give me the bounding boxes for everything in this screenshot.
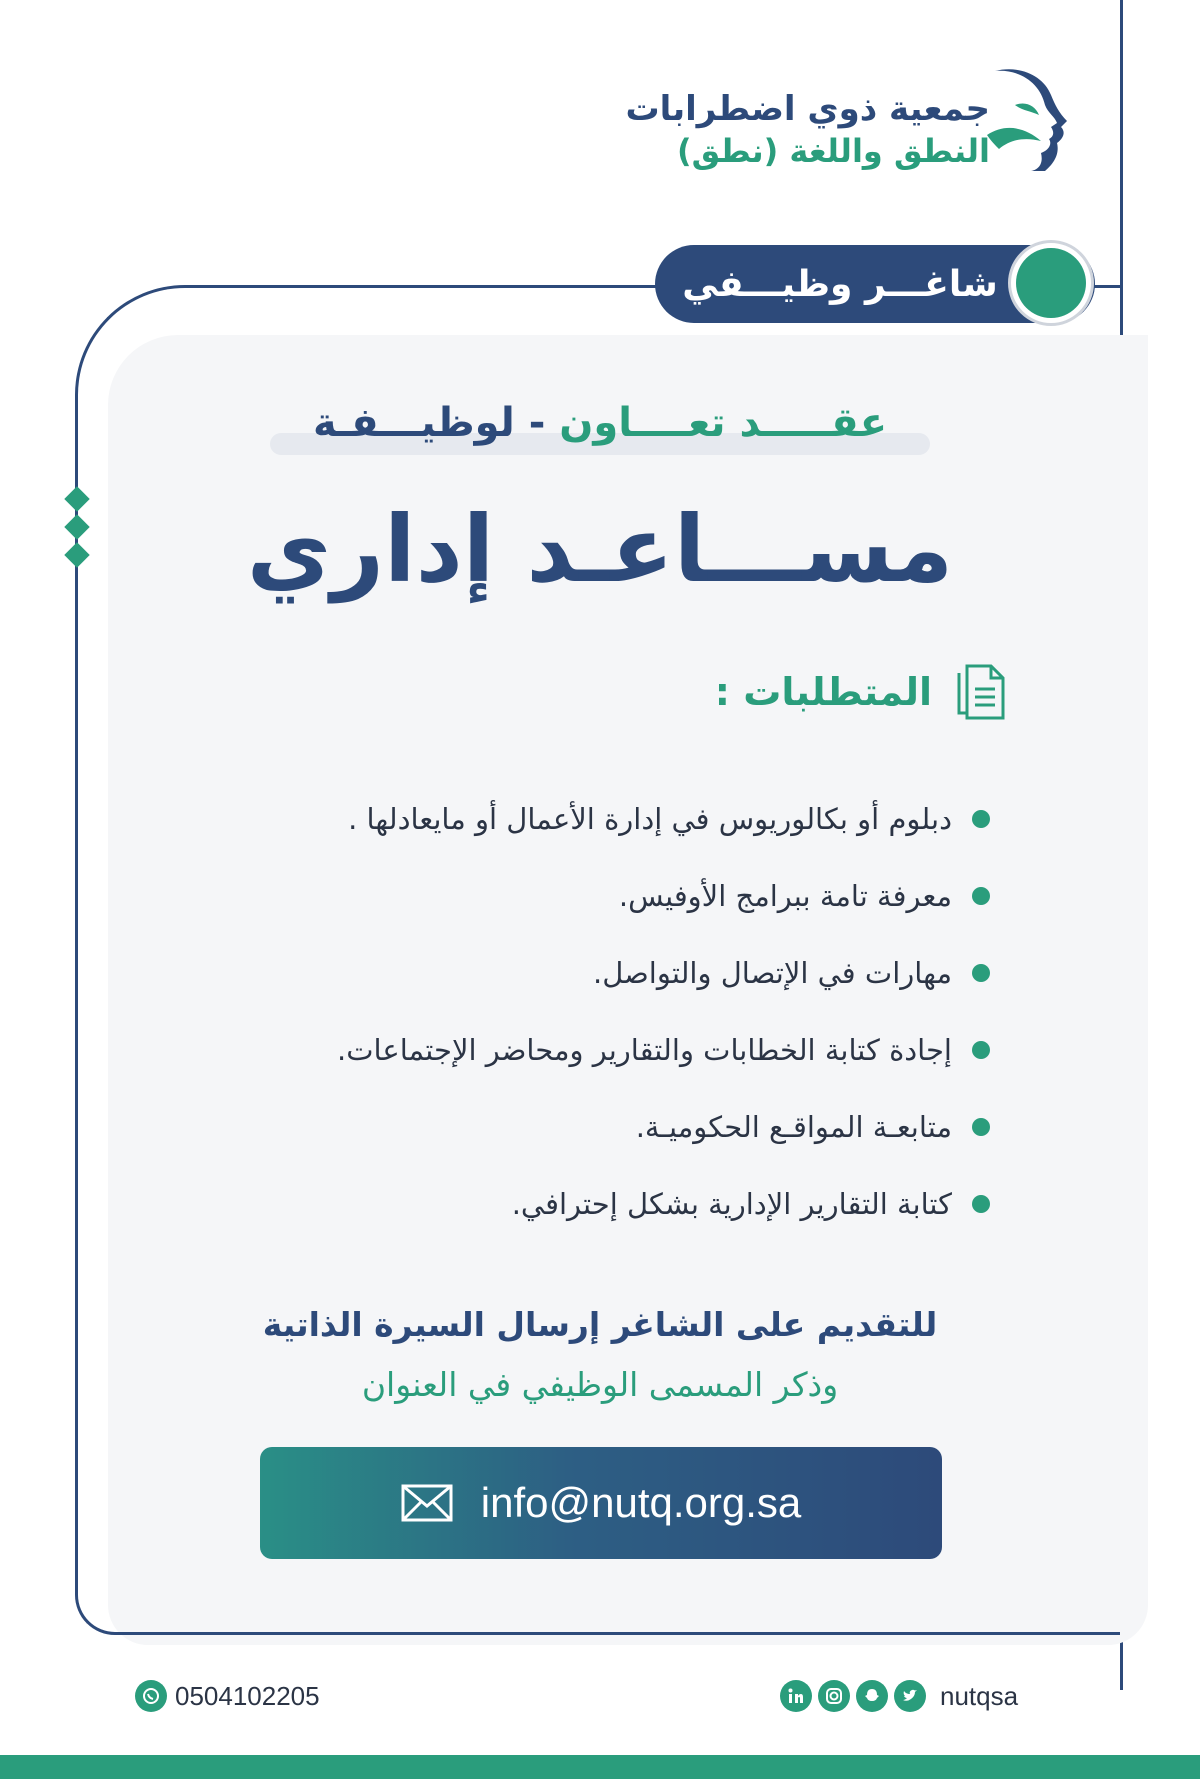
bullet-icon [972,1118,990,1136]
bullet-icon [972,887,990,905]
envelope-icon [401,1484,453,1522]
footer-phone[interactable] [135,1680,320,1712]
logo-text [625,88,990,172]
document-icon [955,663,1007,721]
email-button[interactable] [260,1447,942,1559]
logo-face-icon [985,65,1085,175]
subtitle-contract: عقـــــد تعــــاون [559,400,888,446]
bullet-icon [972,810,990,828]
requirement-text: دبلوم أو بكالوريوس في إدارة الأعمال أو مايعادلها . [348,801,952,836]
linkedin-icon[interactable] [780,1680,812,1712]
requirement-text: إجادة كتابة الخطابات والتقارير ومحاضر الإجتماعات. [337,1032,952,1067]
requirement-text: كتابة التقارير الإدارية بشكل إحترافي. [511,1186,952,1221]
bullet-icon [972,1041,990,1059]
list-item [190,934,990,1011]
apply-instruction: للتقديم على الشاغر إرسال السيرة الذاتية [262,1305,938,1344]
subtitle-job: لوظيـــفـة [312,400,515,446]
email-address: info@nutq.org.sa [480,1479,802,1526]
bullet-icon [972,964,990,982]
footer-social [780,1680,1018,1712]
subtitle [240,400,960,446]
list-item [190,780,990,857]
list-item [190,1165,990,1242]
list-item [190,1088,990,1165]
apply-instruction-sub: وذكر المسمى الوظيفي في العنوان [361,1365,839,1404]
badge-circle-icon [1016,248,1086,318]
requirement-text: متابعـة المواقـع الحكوميـة. [635,1109,952,1144]
subtitle-separator: - [514,400,560,446]
bottom-bar [0,1755,1200,1779]
requirement-text: معرفة تامة ببرامج الأوفيس. [618,878,952,913]
list-item [190,1011,990,1088]
logo-line1: جمعية ذوي اضطرابات [625,89,990,129]
twitter-icon[interactable] [894,1680,926,1712]
social-handle: nutqsa [940,1680,1019,1711]
requirements-heading: المتطلبات : [714,670,932,714]
bullet-icon [972,1195,990,1213]
requirement-text: مهارات في الإتصال والتواصل. [592,955,952,990]
whatsapp-icon [135,1680,167,1712]
list-item [190,857,990,934]
requirements-list [190,780,990,1242]
phone-number: 0504102205 [175,1680,320,1711]
instagram-icon[interactable] [818,1680,850,1712]
logo-line2: النطق واللغة (نطق) [676,132,990,170]
job-title: مســـاعـد إداري [246,496,954,603]
snapchat-icon[interactable] [856,1680,888,1712]
badge-label: شاغـــر وظيـــفي [682,263,998,305]
